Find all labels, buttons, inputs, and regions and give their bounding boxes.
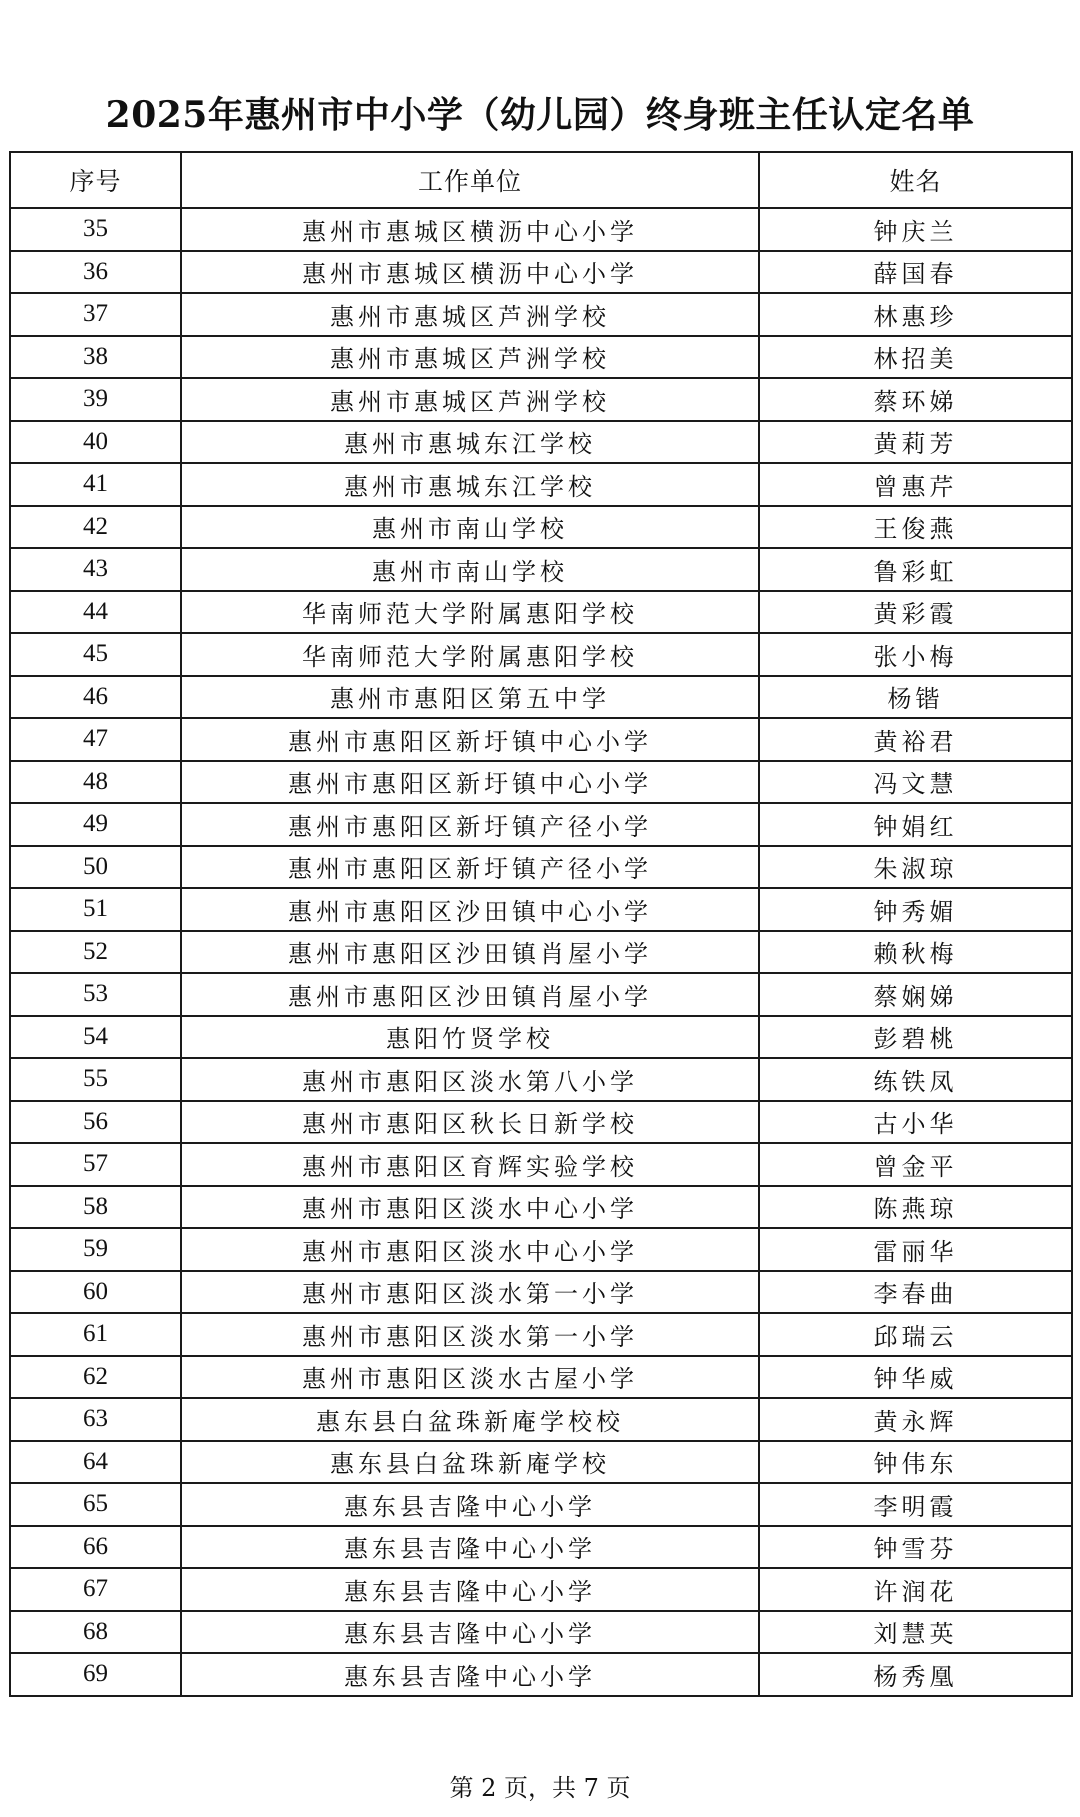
work-unit-cell: 惠东县吉隆中心小学 xyxy=(181,1568,759,1611)
name-cell: 黄莉芳 xyxy=(759,421,1072,464)
name-cell: 王俊燕 xyxy=(759,506,1072,549)
serial-number-cell: 42 xyxy=(10,506,181,549)
serial-number-cell: 57 xyxy=(10,1143,181,1186)
serial-number-cell: 52 xyxy=(10,931,181,974)
name-cell: 黄永辉 xyxy=(759,1398,1072,1441)
name-cell: 钟秀媚 xyxy=(759,888,1072,931)
serial-number-cell: 53 xyxy=(10,973,181,1016)
header-work-unit: 工作单位 xyxy=(181,152,759,208)
table-row xyxy=(10,1101,1072,1144)
serial-number-cell: 59 xyxy=(10,1228,181,1271)
serial-number-cell: 69 xyxy=(10,1653,181,1696)
work-unit-cell: 惠州市惠城东江学校 xyxy=(181,421,759,464)
serial-number-cell: 65 xyxy=(10,1483,181,1526)
name-cell: 冯文慧 xyxy=(759,761,1072,804)
work-unit-cell: 惠州市惠阳区淡水第一小学 xyxy=(181,1313,759,1356)
name-cell: 杨锴 xyxy=(759,676,1072,719)
serial-number-cell: 58 xyxy=(10,1186,181,1229)
work-unit-cell: 惠东县吉隆中心小学 xyxy=(181,1653,759,1696)
work-unit-cell: 惠州市惠阳区秋长日新学校 xyxy=(181,1101,759,1144)
name-cell: 曾金平 xyxy=(759,1143,1072,1186)
serial-number-cell: 50 xyxy=(10,846,181,889)
table-row xyxy=(10,506,1072,549)
table-row xyxy=(10,251,1072,294)
work-unit-cell: 惠州市惠城区横沥中心小学 xyxy=(181,251,759,294)
work-unit-cell: 惠州市惠阳区沙田镇肖屋小学 xyxy=(181,931,759,974)
name-cell: 古小华 xyxy=(759,1101,1072,1144)
name-cell: 朱淑琼 xyxy=(759,846,1072,889)
name-cell: 钟华威 xyxy=(759,1356,1072,1399)
page-title: 2025年惠州市中小学（幼儿园）终身班主任认定名单 xyxy=(105,94,975,136)
work-unit-cell: 惠州市惠阳区淡水第八小学 xyxy=(181,1058,759,1101)
serial-number-cell: 43 xyxy=(10,548,181,591)
name-cell: 李明霞 xyxy=(759,1483,1072,1526)
header-serial-number: 序号 xyxy=(10,152,181,208)
table-row xyxy=(10,1271,1072,1314)
table-row xyxy=(10,1526,1072,1569)
table-row xyxy=(10,1143,1072,1186)
name-cell: 刘慧英 xyxy=(759,1611,1072,1654)
serial-number-cell: 54 xyxy=(10,1016,181,1059)
name-cell: 练铁凤 xyxy=(759,1058,1072,1101)
table-row xyxy=(10,336,1072,379)
serial-number-cell: 40 xyxy=(10,421,181,464)
serial-number-cell: 63 xyxy=(10,1398,181,1441)
table-row xyxy=(10,1016,1072,1059)
serial-number-cell: 56 xyxy=(10,1101,181,1144)
work-unit-cell: 惠州市南山学校 xyxy=(181,506,759,549)
name-cell: 薛国春 xyxy=(759,251,1072,294)
work-unit-cell: 惠阳竹贤学校 xyxy=(181,1016,759,1059)
table-row xyxy=(10,463,1072,506)
work-unit-cell: 惠州市惠阳区育辉实验学校 xyxy=(181,1143,759,1186)
table-row xyxy=(10,761,1072,804)
table-row xyxy=(10,421,1072,464)
name-cell: 林招美 xyxy=(759,336,1072,379)
table-row xyxy=(10,548,1072,591)
work-unit-cell: 惠东县吉隆中心小学 xyxy=(181,1611,759,1654)
name-cell: 许润花 xyxy=(759,1568,1072,1611)
name-cell: 钟伟东 xyxy=(759,1441,1072,1484)
serial-number-cell: 47 xyxy=(10,718,181,761)
table-row xyxy=(10,591,1072,634)
name-cell: 邱瑞云 xyxy=(759,1313,1072,1356)
serial-number-cell: 35 xyxy=(10,208,181,251)
name-cell: 鲁彩虹 xyxy=(759,548,1072,591)
name-cell: 杨秀凰 xyxy=(759,1653,1072,1696)
work-unit-cell: 惠州市惠阳区淡水中心小学 xyxy=(181,1228,759,1271)
work-unit-cell: 惠州市惠阳区新圩镇中心小学 xyxy=(181,761,759,804)
serial-number-cell: 37 xyxy=(10,293,181,336)
name-cell: 林惠珍 xyxy=(759,293,1072,336)
serial-number-cell: 48 xyxy=(10,761,181,804)
table-row xyxy=(10,1611,1072,1654)
table-row xyxy=(10,1483,1072,1526)
work-unit-cell: 惠州市惠城东江学校 xyxy=(181,463,759,506)
table-row xyxy=(10,888,1072,931)
serial-number-cell: 51 xyxy=(10,888,181,931)
serial-number-cell: 38 xyxy=(10,336,181,379)
work-unit-cell: 惠州市南山学校 xyxy=(181,548,759,591)
name-cell: 雷丽华 xyxy=(759,1228,1072,1271)
name-cell: 黄彩霞 xyxy=(759,591,1072,634)
header-name: 姓名 xyxy=(759,152,1072,208)
work-unit-cell: 惠州市惠阳区新圩镇产径小学 xyxy=(181,803,759,846)
serial-number-cell: 36 xyxy=(10,251,181,294)
name-cell: 黄裕君 xyxy=(759,718,1072,761)
serial-number-cell: 39 xyxy=(10,378,181,421)
name-cell: 彭碧桃 xyxy=(759,1016,1072,1059)
serial-number-cell: 44 xyxy=(10,591,181,634)
table-row xyxy=(10,846,1072,889)
work-unit-cell: 惠州市惠阳区新圩镇中心小学 xyxy=(181,718,759,761)
work-unit-cell: 惠州市惠阳区新圩镇产径小学 xyxy=(181,846,759,889)
table-row xyxy=(10,718,1072,761)
serial-number-cell: 66 xyxy=(10,1526,181,1569)
serial-number-cell: 46 xyxy=(10,676,181,719)
table-row xyxy=(10,293,1072,336)
work-unit-cell: 惠州市惠城区横沥中心小学 xyxy=(181,208,759,251)
name-cell: 曾惠芹 xyxy=(759,463,1072,506)
work-unit-cell: 惠州市惠阳区第五中学 xyxy=(181,676,759,719)
table-row xyxy=(10,803,1072,846)
work-unit-cell: 惠东县白盆珠新庵学校校 xyxy=(181,1398,759,1441)
work-unit-cell: 惠东县吉隆中心小学 xyxy=(181,1526,759,1569)
page-number: 第 2 页，共 7 页 xyxy=(449,1774,631,1802)
roster-table xyxy=(9,151,1073,1697)
table-row xyxy=(10,1186,1072,1229)
table-row xyxy=(10,1228,1072,1271)
name-cell: 陈燕琼 xyxy=(759,1186,1072,1229)
name-cell: 李春曲 xyxy=(759,1271,1072,1314)
table-row xyxy=(10,633,1072,676)
table-row xyxy=(10,973,1072,1016)
table-body xyxy=(10,208,1072,1696)
table-row xyxy=(10,208,1072,251)
name-cell: 赖秋梅 xyxy=(759,931,1072,974)
work-unit-cell: 惠州市惠城区芦洲学校 xyxy=(181,378,759,421)
name-cell: 蔡娴娣 xyxy=(759,973,1072,1016)
serial-number-cell: 60 xyxy=(10,1271,181,1314)
table-row xyxy=(10,1058,1072,1101)
work-unit-cell: 华南师范大学附属惠阳学校 xyxy=(181,633,759,676)
serial-number-cell: 55 xyxy=(10,1058,181,1101)
serial-number-cell: 67 xyxy=(10,1568,181,1611)
name-cell: 钟庆兰 xyxy=(759,208,1072,251)
work-unit-cell: 惠东县吉隆中心小学 xyxy=(181,1483,759,1526)
serial-number-cell: 41 xyxy=(10,463,181,506)
work-unit-cell: 惠东县白盆珠新庵学校 xyxy=(181,1441,759,1484)
work-unit-cell: 惠州市惠阳区淡水古屋小学 xyxy=(181,1356,759,1399)
table-row xyxy=(10,931,1072,974)
work-unit-cell: 惠州市惠城区芦洲学校 xyxy=(181,336,759,379)
name-cell: 钟娟红 xyxy=(759,803,1072,846)
table-row xyxy=(10,378,1072,421)
work-unit-cell: 惠州市惠阳区沙田镇肖屋小学 xyxy=(181,973,759,1016)
serial-number-cell: 64 xyxy=(10,1441,181,1484)
name-cell: 钟雪芬 xyxy=(759,1526,1072,1569)
work-unit-cell: 惠州市惠阳区淡水中心小学 xyxy=(181,1186,759,1229)
serial-number-cell: 62 xyxy=(10,1356,181,1399)
work-unit-cell: 华南师范大学附属惠阳学校 xyxy=(181,591,759,634)
table-row xyxy=(10,1568,1072,1611)
table-header-row xyxy=(10,152,1072,208)
table-row xyxy=(10,1441,1072,1484)
work-unit-cell: 惠州市惠城区芦洲学校 xyxy=(181,293,759,336)
work-unit-cell: 惠州市惠阳区淡水第一小学 xyxy=(181,1271,759,1314)
table-row xyxy=(10,1653,1072,1696)
name-cell: 蔡环娣 xyxy=(759,378,1072,421)
serial-number-cell: 49 xyxy=(10,803,181,846)
table-row xyxy=(10,676,1072,719)
table-row xyxy=(10,1356,1072,1399)
work-unit-cell: 惠州市惠阳区沙田镇中心小学 xyxy=(181,888,759,931)
serial-number-cell: 45 xyxy=(10,633,181,676)
table-row xyxy=(10,1398,1072,1441)
serial-number-cell: 61 xyxy=(10,1313,181,1356)
name-cell: 张小梅 xyxy=(759,633,1072,676)
table-row xyxy=(10,1313,1072,1356)
serial-number-cell: 68 xyxy=(10,1611,181,1654)
